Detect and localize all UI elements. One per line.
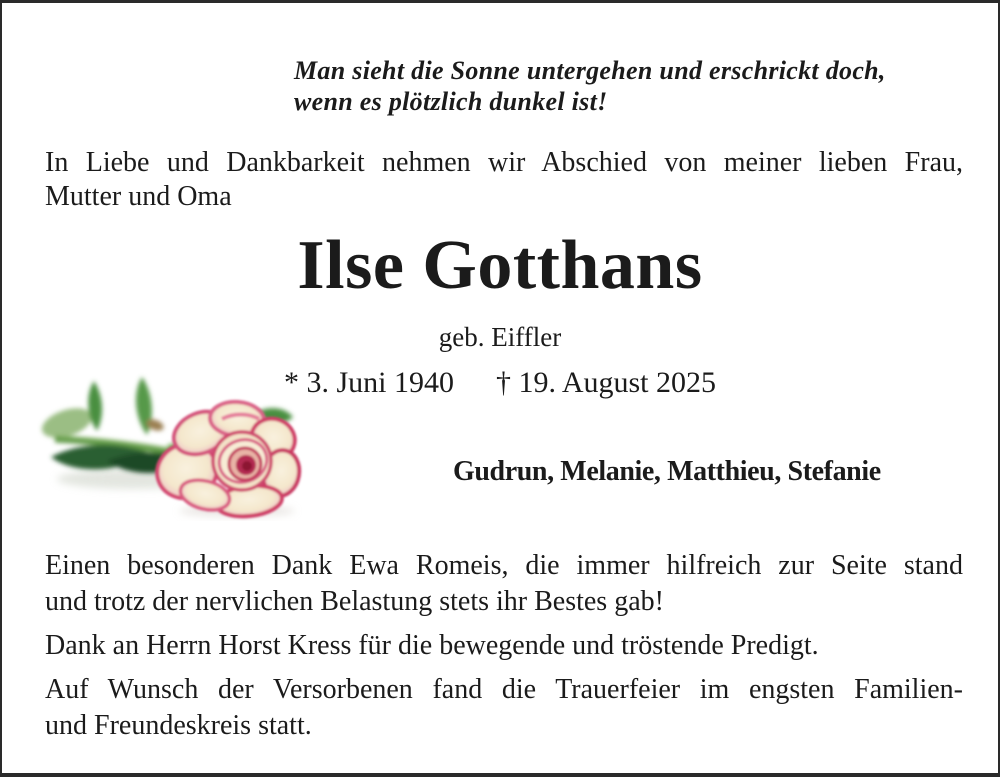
deceased-name: Ilse Gotthans bbox=[297, 227, 703, 304]
quote-line-2: wenn es plötzlich dunkel ist! bbox=[294, 87, 608, 116]
quote-line-1: Man sieht die Sonne untergehen und erschrickt doch, bbox=[294, 56, 886, 85]
thanks-1-line-1: Einen besonderen Dank Ewa Romeis, die immer hilfreich zur Seite stand bbox=[45, 550, 963, 581]
intro-paragraph bbox=[45, 146, 963, 214]
thanks-3-line-2: und Freundeskreis statt. bbox=[45, 710, 312, 741]
intro-line-2: Mutter und Oma bbox=[45, 181, 232, 212]
acknowledgements-block bbox=[45, 548, 963, 744]
thanks-1-line-2: und trotz der nervlichen Belastung stets ihr Bestes gab! bbox=[45, 586, 664, 617]
quote-block bbox=[294, 55, 886, 117]
intro-line-1: In Liebe und Dankbarkeit nehmen wir Abschied von meiner lieben Frau, bbox=[45, 147, 963, 178]
thanks-2-line-1: Dank an Herrn Horst Kress für die bewegende und tröstende Predigt. bbox=[45, 630, 819, 661]
maiden-name: geb. Eiffler bbox=[438, 322, 562, 352]
birth-date: * 3. Juni 1940 bbox=[283, 366, 454, 399]
thanks-3-line-1: Auf Wunsch der Versorbenen fand die Trauerfeier im engsten Familien- bbox=[45, 674, 963, 705]
mourners-line: Gudrun, Melanie, Matthieu, Stefanie bbox=[453, 456, 881, 487]
thanks-paragraph-2 bbox=[45, 628, 963, 664]
rose-photo bbox=[37, 361, 307, 521]
rose-image bbox=[37, 361, 307, 521]
thanks-paragraph-3 bbox=[45, 672, 963, 744]
death-date: † 19. August 2025 bbox=[495, 366, 717, 399]
thanks-paragraph-1 bbox=[45, 548, 963, 620]
